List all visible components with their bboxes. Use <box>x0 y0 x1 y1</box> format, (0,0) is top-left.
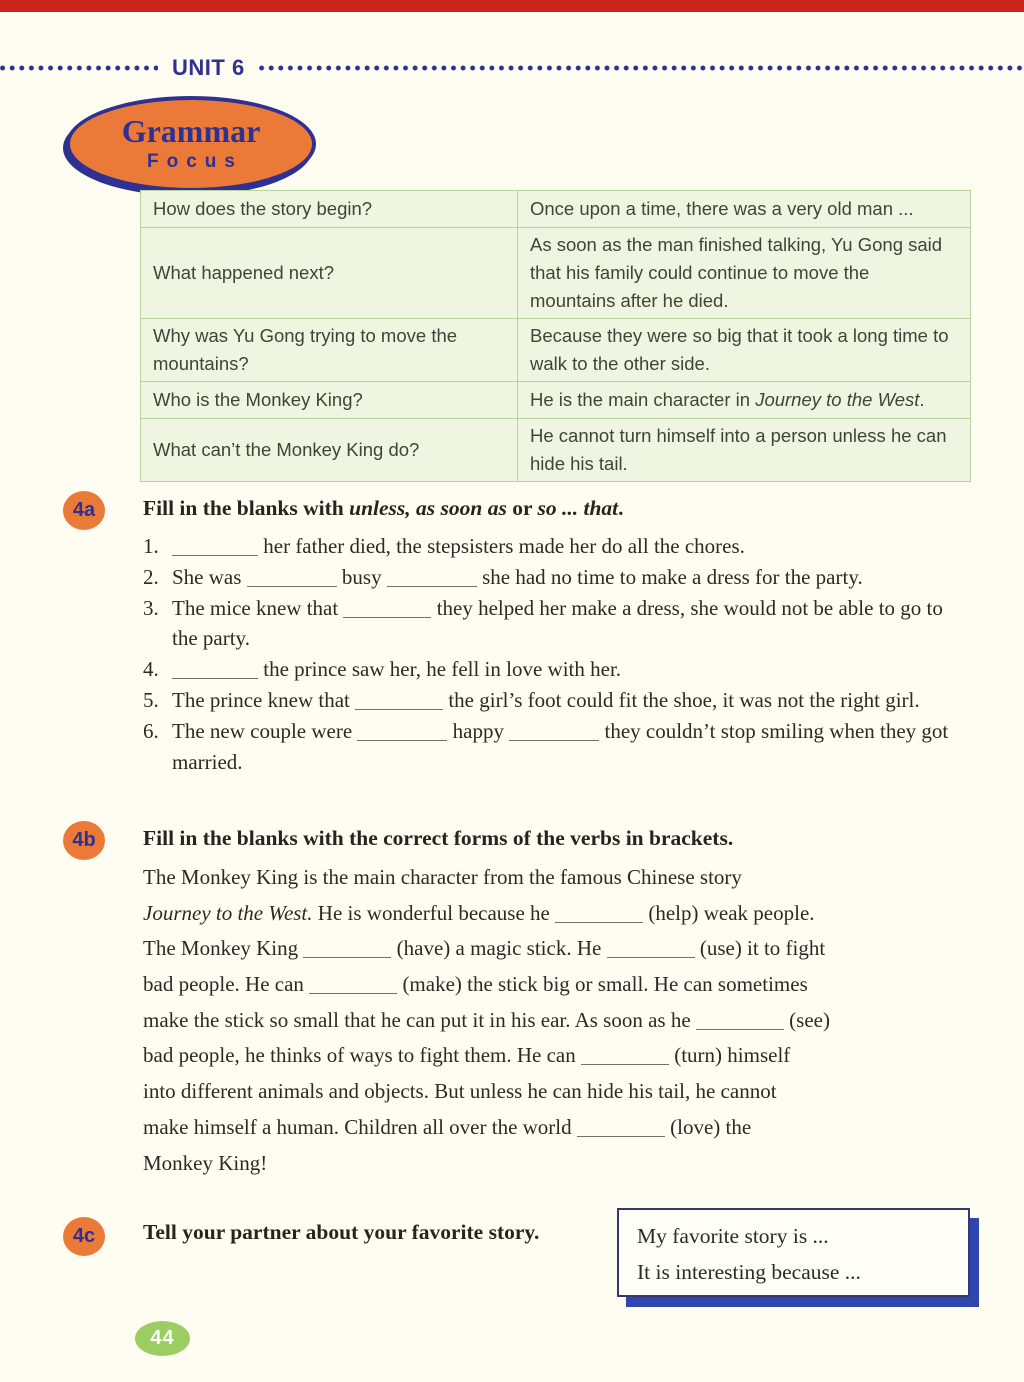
item-number: 4. <box>143 657 159 682</box>
text-segment: Because they were so big that it took a long time to walk to the other side. <box>530 325 949 374</box>
item-text <box>172 688 920 712</box>
exercise-item <box>143 593 973 655</box>
text-segment: (love) the <box>664 1114 752 1139</box>
table-row <box>141 228 971 319</box>
section-4b-paragraph <box>143 860 1003 1181</box>
section-badge-4b: 4b <box>63 821 105 860</box>
table-row <box>141 319 971 382</box>
speech-bubble <box>617 1208 970 1297</box>
item-text <box>172 719 948 774</box>
item-text <box>172 565 863 589</box>
paragraph-line <box>143 860 1003 896</box>
blank-line <box>172 540 258 556</box>
paragraph-line <box>143 896 1003 932</box>
text-segment: they helped her make a dress, she would not be able to go to the party. <box>172 595 943 651</box>
text-segment: (help) weak people. <box>643 900 815 925</box>
text-segment: . <box>618 496 624 520</box>
text-segment: the prince saw her, he fell in love with her. <box>258 657 622 682</box>
question-cell: Why was Yu Gong trying to move the mountains? <box>141 319 518 382</box>
answer-cell <box>518 419 971 482</box>
blank-line <box>577 1121 665 1137</box>
item-number: 6. <box>143 718 159 743</box>
text-segment: make himself a human. Children all over the world <box>143 1114 577 1139</box>
exercise-item <box>143 716 973 778</box>
unit-label: UNIT 6 <box>172 55 245 80</box>
blank-line <box>555 907 643 923</box>
exercise-list-4a <box>143 531 973 777</box>
blank-line <box>607 942 695 958</box>
table-row <box>141 382 971 419</box>
blank-line <box>355 694 443 710</box>
text-segment: . <box>919 389 925 410</box>
paragraph-line <box>143 1146 1003 1182</box>
text-segment: Monkey King! <box>143 1150 268 1175</box>
exercise-item <box>143 654 973 685</box>
text-segment: Journey to the West. <box>143 900 313 925</box>
item-number: 3. <box>143 595 159 620</box>
blank-line <box>172 663 258 679</box>
text-segment: make the stick so small that he can put it in his ear. As soon as he <box>143 1007 696 1032</box>
text-segment: He is the main character in <box>530 389 756 410</box>
blank-line <box>343 602 431 618</box>
item-text <box>172 657 621 681</box>
blank-line <box>303 942 391 958</box>
unit-header <box>0 56 1024 80</box>
answer-cell <box>518 382 971 419</box>
text-segment: so ... that <box>537 496 619 520</box>
page-number-badge: 44 <box>135 1321 190 1356</box>
dotted-rule-left <box>0 65 158 71</box>
item-number: 5. <box>143 687 159 712</box>
paragraph-line <box>143 1003 1003 1039</box>
text-segment: into different animals and objects. But unless he can hide his tail, he cannot <box>143 1079 777 1104</box>
text-segment: (have) a magic stick. He <box>391 936 607 961</box>
blank-line <box>247 571 337 587</box>
answer-cell <box>518 191 971 228</box>
question-cell: Who is the Monkey King? <box>141 382 518 419</box>
item-text <box>172 534 745 558</box>
text-segment: (see) <box>783 1007 830 1032</box>
exercise-item <box>143 562 973 593</box>
blank-line <box>509 725 599 741</box>
bubble-line: My favorite story is ... <box>637 1224 829 1248</box>
text-segment: The Monkey King <box>143 936 304 961</box>
text-segment: As soon as the man finished talking, Yu Gong said that his family could continue to move the mountains after he died. <box>530 234 943 311</box>
blank-line <box>696 1014 784 1030</box>
item-number: 2. <box>143 564 159 589</box>
item-text <box>172 596 943 651</box>
grammar-focus-table <box>140 190 971 482</box>
text-segment: The Monkey King is the main character from the famous Chinese story <box>143 865 742 889</box>
text-segment: The new couple were <box>172 718 358 743</box>
text-segment: He is wonderful because he <box>312 900 556 925</box>
text-segment: or <box>506 496 538 520</box>
bubble-line: It is interesting because ... <box>637 1260 861 1284</box>
grammar-focus-badge <box>66 96 316 192</box>
text-segment: the girl’s foot could fit the shoe, it was not the right girl. <box>443 687 920 712</box>
paragraph-line <box>143 931 1003 967</box>
paragraph-line <box>143 1110 1003 1146</box>
page-top-border <box>0 0 1024 12</box>
table-row <box>141 419 971 482</box>
text-segment: unless, as soon as <box>349 496 507 520</box>
text-segment: (turn) himself <box>668 1043 791 1068</box>
grammar-focus-title: Grammar <box>121 113 261 149</box>
dotted-rule-right <box>259 65 1024 71</box>
paragraph-line <box>143 967 1003 1003</box>
blank-line <box>357 725 447 741</box>
text-segment: bad people. He can <box>143 972 310 997</box>
section-badge-4a: 4a <box>63 491 105 530</box>
section-badge-4c: 4c <box>63 1217 105 1256</box>
text-segment: bad people, he thinks of ways to fight them. He can <box>143 1043 581 1068</box>
text-segment: happy <box>447 718 510 743</box>
section-4b-title: Fill in the blanks with the correct forms of the verbs in brackets. <box>143 826 734 850</box>
answer-cell <box>518 228 971 319</box>
blank-line <box>581 1049 669 1065</box>
section-4a-title <box>143 496 624 521</box>
text-segment: (make) the stick big or small. He can sometimes <box>397 972 808 997</box>
text-segment: Fill in the blanks with <box>143 496 350 520</box>
text-segment: she had no time to make a dress for the party. <box>476 564 863 589</box>
text-segment: He cannot turn himself into a person unless he can hide his tail. <box>530 425 947 474</box>
answer-cell <box>518 319 971 382</box>
question-cell: What can’t the Monkey King do? <box>141 419 518 482</box>
paragraph-line <box>143 1074 1003 1110</box>
question-cell: How does the story begin? <box>141 191 518 228</box>
text-segment: Journey to the West <box>755 389 920 410</box>
exercise-item <box>143 685 973 716</box>
text-segment: Once upon a time, there was a very old man ... <box>530 198 914 219</box>
exercise-item <box>143 531 973 562</box>
text-segment: She was <box>172 564 247 589</box>
table-row <box>141 191 971 228</box>
grammar-focus-subtitle: Focus <box>147 151 243 172</box>
text-segment: (use) it to fight <box>694 936 826 961</box>
text-segment: her father died, the stepsisters made her do all the chores. <box>258 534 745 558</box>
question-cell: What happened next? <box>141 228 518 319</box>
text-segment: The mice knew that <box>172 595 344 620</box>
text-segment: busy <box>336 564 387 589</box>
blank-line <box>387 571 477 587</box>
text-segment: they couldn’t stop smiling when they got married. <box>172 718 949 774</box>
paragraph-line <box>143 1038 1003 1074</box>
text-segment: The prince knew that <box>172 687 356 712</box>
item-number: 1. <box>143 534 159 558</box>
blank-line <box>309 978 397 994</box>
section-4c-title: Tell your partner about your favorite story. <box>143 1220 540 1244</box>
